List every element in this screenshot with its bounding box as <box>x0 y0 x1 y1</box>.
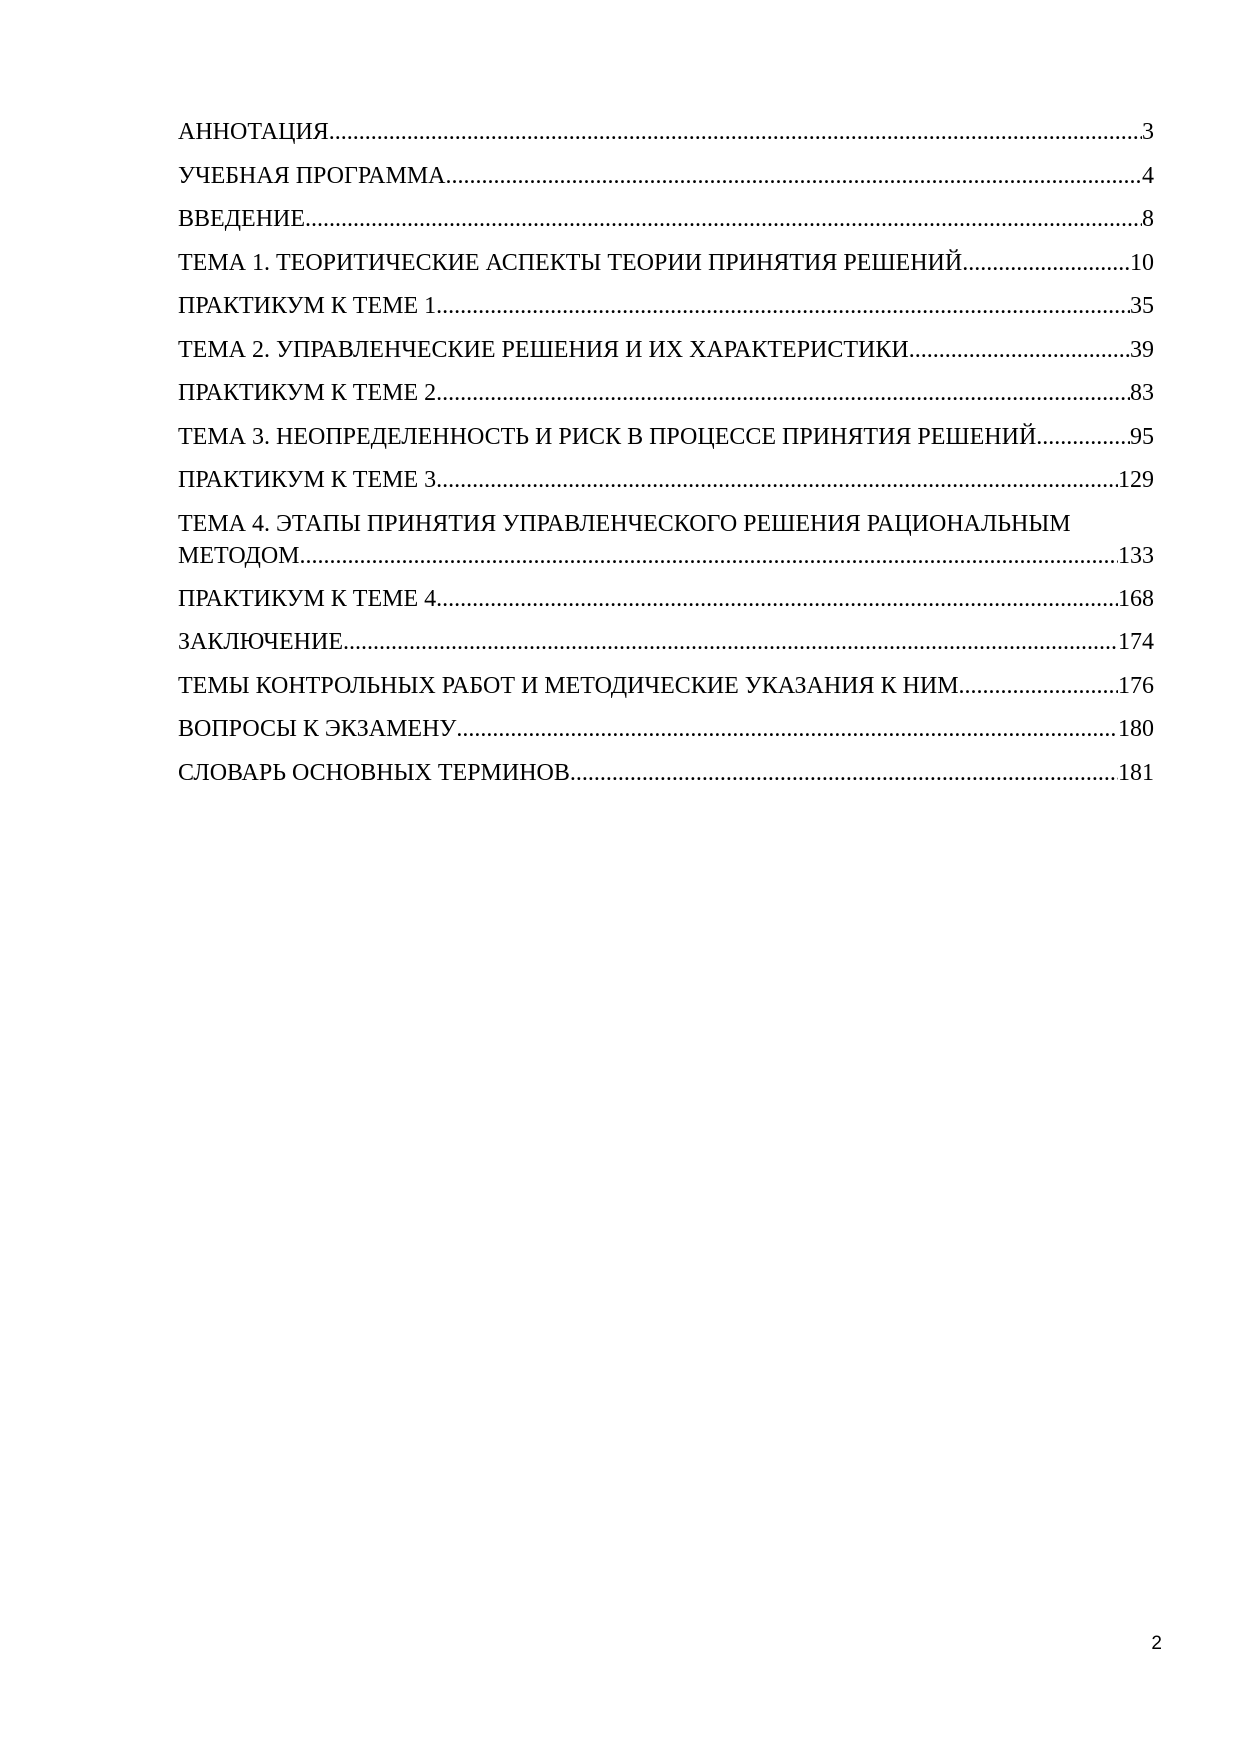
toc-entry-title: УЧЕБНАЯ ПРОГРАММА <box>178 162 446 189</box>
toc-entry-page: 10 <box>1130 249 1154 276</box>
toc-entry-practicum-2[interactable] <box>178 377 1154 421</box>
toc-entry-glossary[interactable] <box>178 757 1154 801</box>
toc-entry-practicum-4[interactable] <box>178 583 1154 627</box>
toc-entry-title: ПРАКТИКУМ К ТЕМЕ 1 <box>178 293 437 319</box>
toc-entry-title: ЗАКЛЮЧЕНИЕ <box>178 629 343 655</box>
toc-entry-page: 4 <box>1142 162 1154 189</box>
toc-entry-title: ТЕМА 2. УПРАВЛЕНЧЕСКИЕ РЕШЕНИЯ И ИХ ХАРАКТЕРИСТИКИ <box>178 336 909 363</box>
toc-dot-leader <box>343 626 1118 658</box>
toc-entry-title-line-2: МЕТОДОМ <box>178 542 300 569</box>
toc-entry-page: 35 <box>1130 293 1154 319</box>
toc-entry-page: 168 <box>1118 585 1154 612</box>
toc-entry-practicum-1[interactable] <box>178 290 1154 334</box>
toc-entry-topic-4[interactable] <box>178 508 1154 572</box>
page-number: 2 <box>1151 1633 1162 1654</box>
toc-dot-leader <box>305 203 1142 235</box>
toc-entry-annotation[interactable] <box>178 116 1154 160</box>
toc-dot-leader <box>436 377 1130 409</box>
table-of-contents <box>178 116 1154 800</box>
toc-entry-topic-2[interactable] <box>178 334 1154 378</box>
toc-dot-leader <box>300 540 1118 572</box>
toc-entry-last-line <box>178 540 1154 572</box>
toc-entry-practicum-3[interactable] <box>178 464 1154 508</box>
toc-entry-introduction[interactable] <box>178 203 1154 247</box>
toc-entry-exam-questions[interactable] <box>178 713 1154 757</box>
toc-entry-curriculum[interactable] <box>178 160 1154 204</box>
toc-entry-page: 181 <box>1118 759 1154 786</box>
toc-dot-leader <box>436 290 1130 322</box>
toc-entry-page: 133 <box>1118 542 1154 569</box>
toc-entry-title: ПРАКТИКУМ К ТЕМЕ 3 <box>178 467 437 493</box>
toc-entry-title: ТЕМЫ КОНТРОЛЬНЫХ РАБОТ И МЕТОДИЧЕСКИЕ УКАЗАНИЯ К НИМ <box>178 672 959 699</box>
toc-entry-page: 95 <box>1130 423 1154 450</box>
toc-dot-leader <box>436 464 1118 496</box>
toc-dot-leader <box>456 713 1118 745</box>
toc-entry-page: 174 <box>1118 629 1154 655</box>
toc-entry-title-line-1: ТЕМА 4. ЭТАПЫ ПРИНЯТИЯ УПРАВЛЕНЧЕСКОГО РЕШЕНИЯ РАЦИОНАЛЬНЫМ <box>178 510 1071 537</box>
toc-dot-leader <box>570 757 1118 789</box>
toc-entry-title: ТЕМА 1. ТЕОРИТИЧЕСКИЕ АСПЕКТЫ ТЕОРИИ ПРИНЯТИЯ РЕШЕНИЙ <box>178 249 963 276</box>
toc-entry-page: 8 <box>1142 206 1154 232</box>
toc-entry-page: 39 <box>1130 336 1154 363</box>
toc-dot-leader <box>962 247 1130 279</box>
toc-entry-topic-1[interactable] <box>178 247 1154 291</box>
toc-dot-leader <box>436 583 1118 615</box>
toc-entry-title: АННОТАЦИЯ <box>178 119 329 145</box>
toc-entry-page: 3 <box>1142 119 1154 145</box>
toc-dot-leader <box>329 116 1142 148</box>
toc-entry-topic-3[interactable] <box>178 421 1154 465</box>
toc-entry-control-works[interactable] <box>178 670 1154 714</box>
toc-entry-page: 83 <box>1130 380 1154 406</box>
toc-entry-page: 129 <box>1118 467 1154 493</box>
toc-entry-title: ПРАКТИКУМ К ТЕМЕ 4 <box>178 585 437 612</box>
toc-dot-leader <box>446 160 1142 192</box>
toc-dot-leader <box>959 670 1118 702</box>
toc-entry-title: СЛОВАРЬ ОСНОВНЫХ ТЕРМИНОВ <box>178 759 570 786</box>
toc-entry-title: ВВЕДЕНИЕ <box>178 206 306 232</box>
toc-entry-title: ВОПРОСЫ К ЭКЗАМЕНУ <box>178 716 457 742</box>
toc-entry-title: ТЕМА 3. НЕОПРЕДЕЛЕННОСТЬ И РИСК В ПРОЦЕССЕ ПРИНЯТИЯ РЕШЕНИЙ <box>178 423 1037 450</box>
toc-entry-conclusion[interactable] <box>178 626 1154 670</box>
toc-entry-page: 176 <box>1118 672 1154 699</box>
toc-dot-leader <box>1036 421 1130 453</box>
toc-dot-leader <box>909 334 1130 366</box>
toc-entry-title: ПРАКТИКУМ К ТЕМЕ 2 <box>178 380 437 406</box>
toc-entry-page: 180 <box>1118 716 1154 742</box>
